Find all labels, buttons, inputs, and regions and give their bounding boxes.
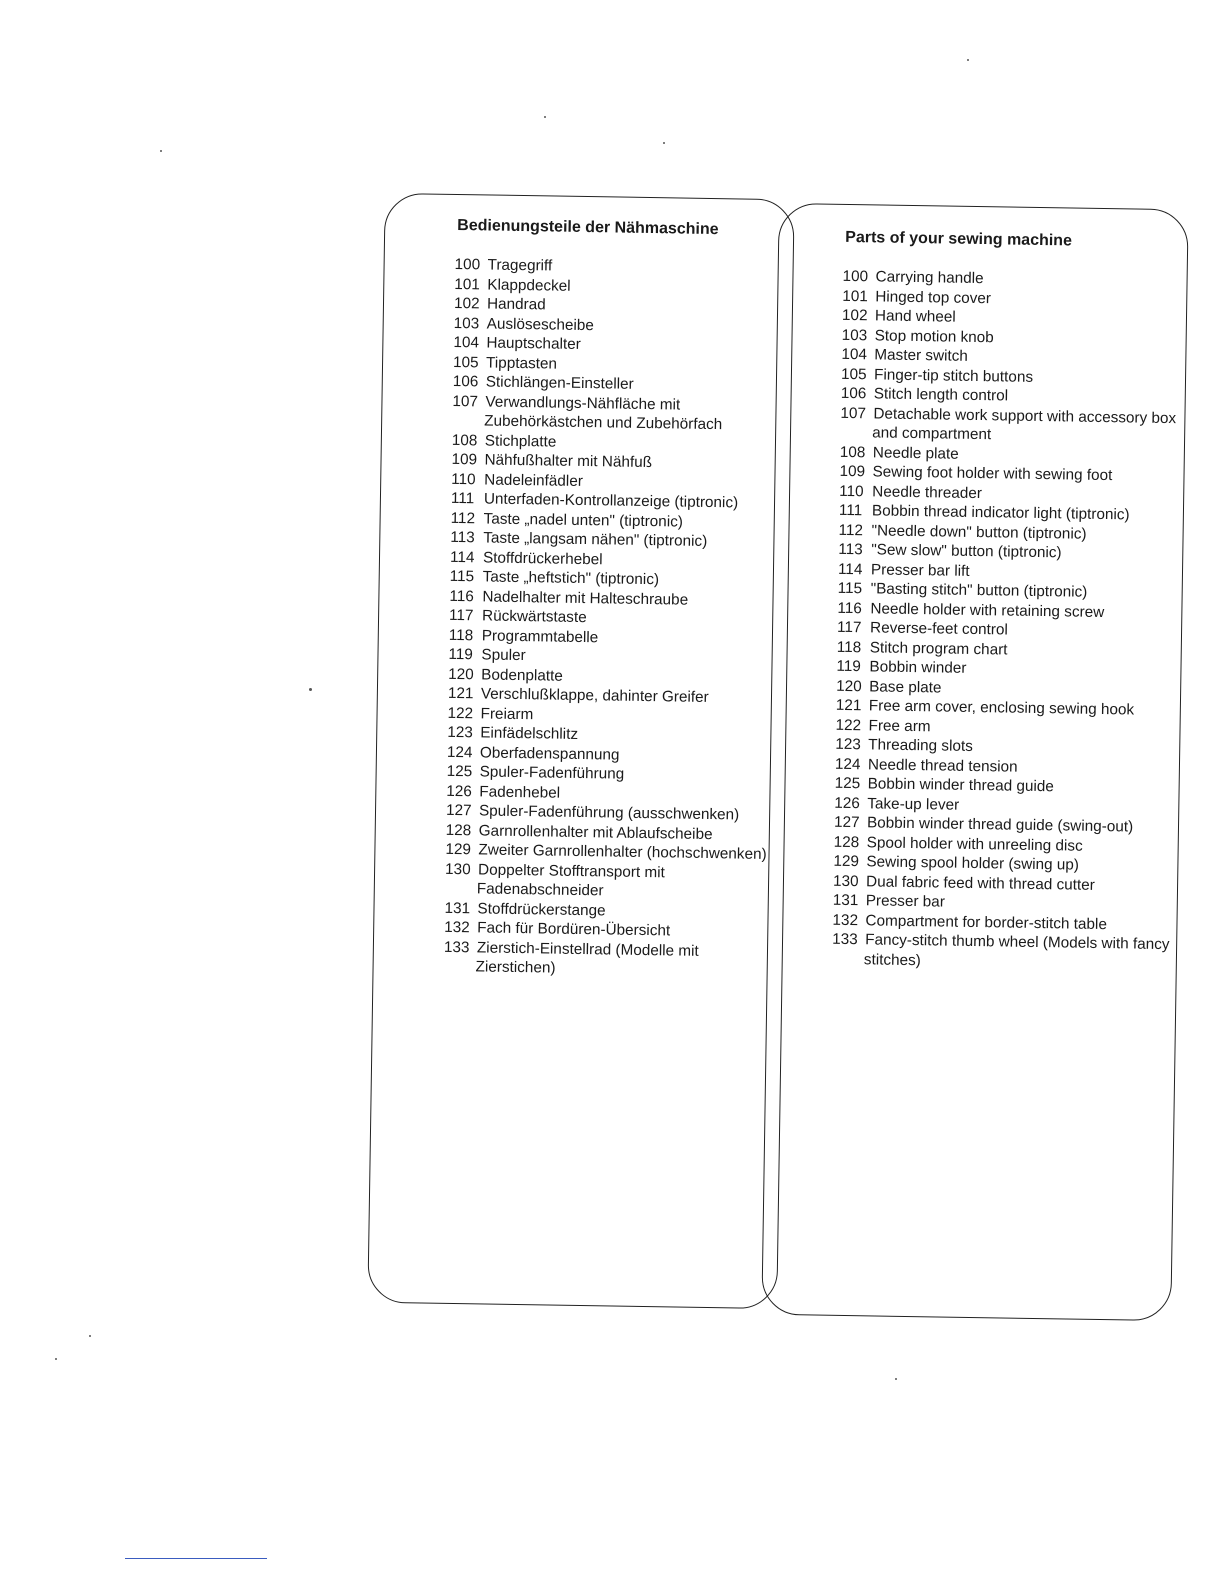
part-number: 130 bbox=[444, 860, 471, 878]
part-number: 110 bbox=[839, 482, 864, 500]
part-number: 100 bbox=[842, 267, 869, 286]
part-label: Sewing spool holder (swing up) bbox=[866, 853, 1080, 874]
part-label: Stoffdrückerstange bbox=[477, 899, 606, 919]
part-label: Stichplatte bbox=[484, 431, 557, 451]
german-parts-panel bbox=[367, 193, 794, 1309]
part-label: Zierstich-Einstellrad (Modelle mit Zierstichen) bbox=[475, 938, 699, 977]
part-list-item bbox=[832, 930, 1171, 974]
part-label: Taste „heftstich" (tiptronic) bbox=[482, 568, 660, 589]
english-panel-title: Parts of your sewing machine bbox=[845, 228, 1073, 250]
part-label: Hand wheel bbox=[874, 307, 956, 326]
part-label: Garnrollenhalter mit Ablaufscheibe bbox=[478, 821, 713, 843]
part-number: 108 bbox=[839, 443, 866, 461]
part-number: 106 bbox=[840, 384, 867, 403]
part-label: Compartment for border-stitch table bbox=[865, 911, 1108, 933]
part-label: Presser bar bbox=[865, 892, 945, 911]
part-number: 121 bbox=[835, 696, 862, 715]
part-label: Sewing foot holder with sewing foot bbox=[872, 463, 1113, 485]
part-label: Bobbin thread indicator light (tiptronic) bbox=[871, 502, 1130, 524]
english-parts-list bbox=[832, 267, 1181, 974]
part-list-item bbox=[452, 391, 785, 435]
part-number: 120 bbox=[448, 665, 474, 683]
part-label: Stitch length control bbox=[873, 385, 1009, 405]
part-number: 118 bbox=[448, 626, 474, 644]
part-number: 132 bbox=[832, 911, 859, 929]
part-label: Master switch bbox=[874, 346, 969, 365]
part-list-item bbox=[840, 403, 1179, 447]
part-number: 128 bbox=[445, 821, 472, 839]
part-label: Stitch program chart bbox=[869, 638, 1008, 658]
part-label: Oberfadenspannung bbox=[479, 743, 620, 764]
scan-speck bbox=[967, 59, 969, 61]
part-number: 124 bbox=[446, 743, 473, 761]
part-label: Presser bar lift bbox=[870, 560, 970, 580]
part-label: Needle threader bbox=[872, 482, 983, 502]
part-number: 116 bbox=[449, 587, 474, 605]
part-number: 103 bbox=[453, 314, 480, 332]
part-number: 131 bbox=[832, 891, 859, 910]
part-label: Doppelter Stofftransport mit Fadenabschneider bbox=[476, 860, 666, 900]
part-label: Bodenplatte bbox=[481, 665, 563, 685]
part-label: Nähfußhalter mit Nähfuß bbox=[484, 451, 653, 472]
part-number: 110 bbox=[451, 470, 476, 488]
part-label: Needle holder with retaining screw bbox=[870, 599, 1105, 621]
part-number: 107 bbox=[452, 392, 479, 410]
part-label: Free arm cover, enclosing sewing hook bbox=[868, 697, 1135, 719]
part-number: 128 bbox=[833, 833, 860, 851]
part-label: Tipptasten bbox=[485, 353, 558, 373]
part-label: Verwandlungs-Nähfläche mit Zubehörkästchen und Zubehörfach bbox=[484, 392, 723, 434]
part-label: Auslösescheibe bbox=[486, 314, 594, 334]
part-number: 106 bbox=[452, 372, 479, 391]
part-label: Bobbin winder bbox=[869, 658, 967, 677]
part-number: 133 bbox=[443, 938, 470, 956]
part-label: Bobbin winder thread guide bbox=[867, 775, 1055, 796]
part-label: Einfädelschlitz bbox=[480, 724, 579, 743]
part-label: Take-up lever bbox=[867, 794, 960, 814]
part-label: "Sew slow" button (tiptronic) bbox=[871, 541, 1062, 562]
part-label: "Basting stitch" button (tiptronic) bbox=[870, 580, 1088, 601]
part-number: 127 bbox=[445, 801, 472, 820]
part-number: 101 bbox=[842, 287, 868, 305]
part-number: 105 bbox=[840, 365, 867, 383]
part-number: 111 bbox=[450, 489, 475, 508]
part-number: 120 bbox=[836, 677, 862, 695]
part-number: 133 bbox=[832, 930, 858, 949]
part-label: Bobbin winder thread guide (swing-out) bbox=[866, 814, 1134, 836]
part-number: 104 bbox=[841, 345, 868, 364]
part-number: 101 bbox=[454, 275, 480, 293]
part-label: Nadelhalter mit Halteschraube bbox=[482, 587, 689, 609]
part-number: 125 bbox=[446, 762, 473, 781]
part-number: 103 bbox=[841, 326, 868, 344]
part-number: 107 bbox=[840, 404, 867, 422]
scan-speck bbox=[89, 1335, 91, 1337]
part-label: Unterfaden-Kontrollanzeige (tiptronic) bbox=[483, 490, 739, 512]
part-number: 122 bbox=[447, 704, 474, 722]
german-panel-title: Bedienungsteile der Nähmaschine bbox=[457, 216, 719, 239]
german-parts-list bbox=[443, 255, 786, 982]
scan-speck bbox=[160, 150, 162, 152]
part-number: 119 bbox=[448, 645, 474, 664]
part-label: Stichlängen-Einsteller bbox=[485, 373, 634, 393]
part-label: Needle plate bbox=[872, 443, 959, 463]
part-number: 122 bbox=[835, 716, 862, 734]
part-number: 125 bbox=[834, 774, 861, 793]
part-number: 109 bbox=[839, 462, 866, 481]
part-number: 130 bbox=[832, 872, 859, 890]
part-number: 123 bbox=[835, 735, 861, 754]
part-label: Threading slots bbox=[868, 736, 973, 755]
part-number: 123 bbox=[447, 723, 473, 742]
part-label: Programmtabelle bbox=[481, 626, 599, 646]
part-number: 100 bbox=[454, 255, 481, 274]
part-number: 104 bbox=[453, 333, 480, 352]
part-label: Base plate bbox=[869, 677, 942, 696]
part-number: 129 bbox=[833, 852, 860, 871]
part-label: Dual fabric feed with thread cutter bbox=[865, 872, 1095, 894]
part-label: "Needle down" button (tiptronic) bbox=[871, 521, 1087, 543]
part-list-item bbox=[443, 937, 776, 981]
part-label: Hauptschalter bbox=[486, 334, 581, 353]
part-label: Reverse-feet control bbox=[869, 619, 1008, 639]
part-label: Tragegriff bbox=[487, 256, 553, 275]
part-number: 118 bbox=[836, 638, 862, 656]
part-number: 114 bbox=[837, 560, 863, 578]
scan-speck bbox=[55, 1358, 57, 1360]
part-number: 109 bbox=[451, 450, 478, 469]
part-number: 119 bbox=[836, 657, 862, 676]
part-number: 115 bbox=[837, 579, 863, 598]
part-number: 131 bbox=[444, 899, 471, 917]
part-label: Nadeleinfädler bbox=[484, 470, 584, 490]
part-number: 132 bbox=[444, 918, 470, 937]
part-number: 121 bbox=[447, 684, 474, 703]
part-label: Klappdeckel bbox=[487, 275, 571, 295]
english-parts-panel bbox=[761, 203, 1188, 1321]
scan-speck bbox=[895, 1378, 897, 1380]
part-label: Free arm bbox=[868, 716, 931, 735]
scan-speck bbox=[309, 688, 312, 691]
part-label: Spuler-Fadenführung bbox=[479, 763, 625, 783]
part-number: 117 bbox=[836, 618, 862, 637]
part-number: 113 bbox=[450, 528, 475, 547]
part-label: Fadenhebel bbox=[479, 782, 561, 802]
part-label: Stop motion knob bbox=[874, 326, 994, 346]
part-label: Rückwärtstaste bbox=[481, 607, 587, 627]
part-number: 108 bbox=[451, 431, 478, 449]
part-number: 113 bbox=[838, 540, 863, 559]
part-label: Carrying handle bbox=[875, 268, 984, 288]
part-label: Spuler bbox=[481, 646, 526, 665]
part-number: 111 bbox=[838, 501, 863, 520]
part-label: Zweiter Garnrollenhalter (hochschwenken) bbox=[478, 841, 767, 863]
part-number: 127 bbox=[833, 813, 860, 832]
part-number: 102 bbox=[453, 294, 480, 313]
part-label: Hinged top cover bbox=[875, 287, 992, 307]
part-label: Stoffdrückerhebel bbox=[482, 548, 603, 568]
scan-speck bbox=[663, 142, 665, 144]
part-label: Verschlußklappe, dahinter Greifer bbox=[480, 685, 709, 706]
part-label: Detachable work support with accessory box and compartment bbox=[872, 404, 1177, 444]
part-label: Needle thread tension bbox=[867, 755, 1018, 776]
part-label: Taste „langsam nähen" (tiptronic) bbox=[483, 529, 708, 550]
part-number: 126 bbox=[446, 782, 473, 800]
part-number: 114 bbox=[449, 548, 475, 566]
part-number: 117 bbox=[448, 606, 474, 625]
part-label: Spuler-Fadenführung (ausschwenken) bbox=[478, 802, 740, 824]
part-number: 124 bbox=[834, 755, 861, 773]
part-number: 112 bbox=[450, 509, 476, 527]
part-number: 105 bbox=[452, 353, 479, 371]
footer-rule bbox=[125, 1558, 267, 1559]
part-number: 115 bbox=[449, 567, 475, 586]
part-label: Taste „nadel unten" (tiptronic) bbox=[483, 509, 684, 531]
part-list-item bbox=[445, 859, 778, 903]
part-label: Finger-tip stitch buttons bbox=[873, 365, 1034, 386]
part-number: 116 bbox=[837, 599, 862, 617]
part-number: 129 bbox=[445, 840, 472, 859]
part-number: 126 bbox=[834, 794, 861, 812]
scan-speck bbox=[544, 116, 546, 118]
part-label: Spool holder with unreeling disc bbox=[866, 833, 1083, 855]
part-label: Fach für Bordüren-Übersicht bbox=[477, 919, 671, 940]
part-number: 102 bbox=[841, 306, 868, 325]
part-label: Handrad bbox=[486, 295, 546, 314]
part-label: Fancy-stitch thumb wheel (Models with fancy stitches) bbox=[863, 931, 1170, 969]
part-label: Freiarm bbox=[480, 704, 534, 723]
part-number: 112 bbox=[838, 521, 864, 539]
